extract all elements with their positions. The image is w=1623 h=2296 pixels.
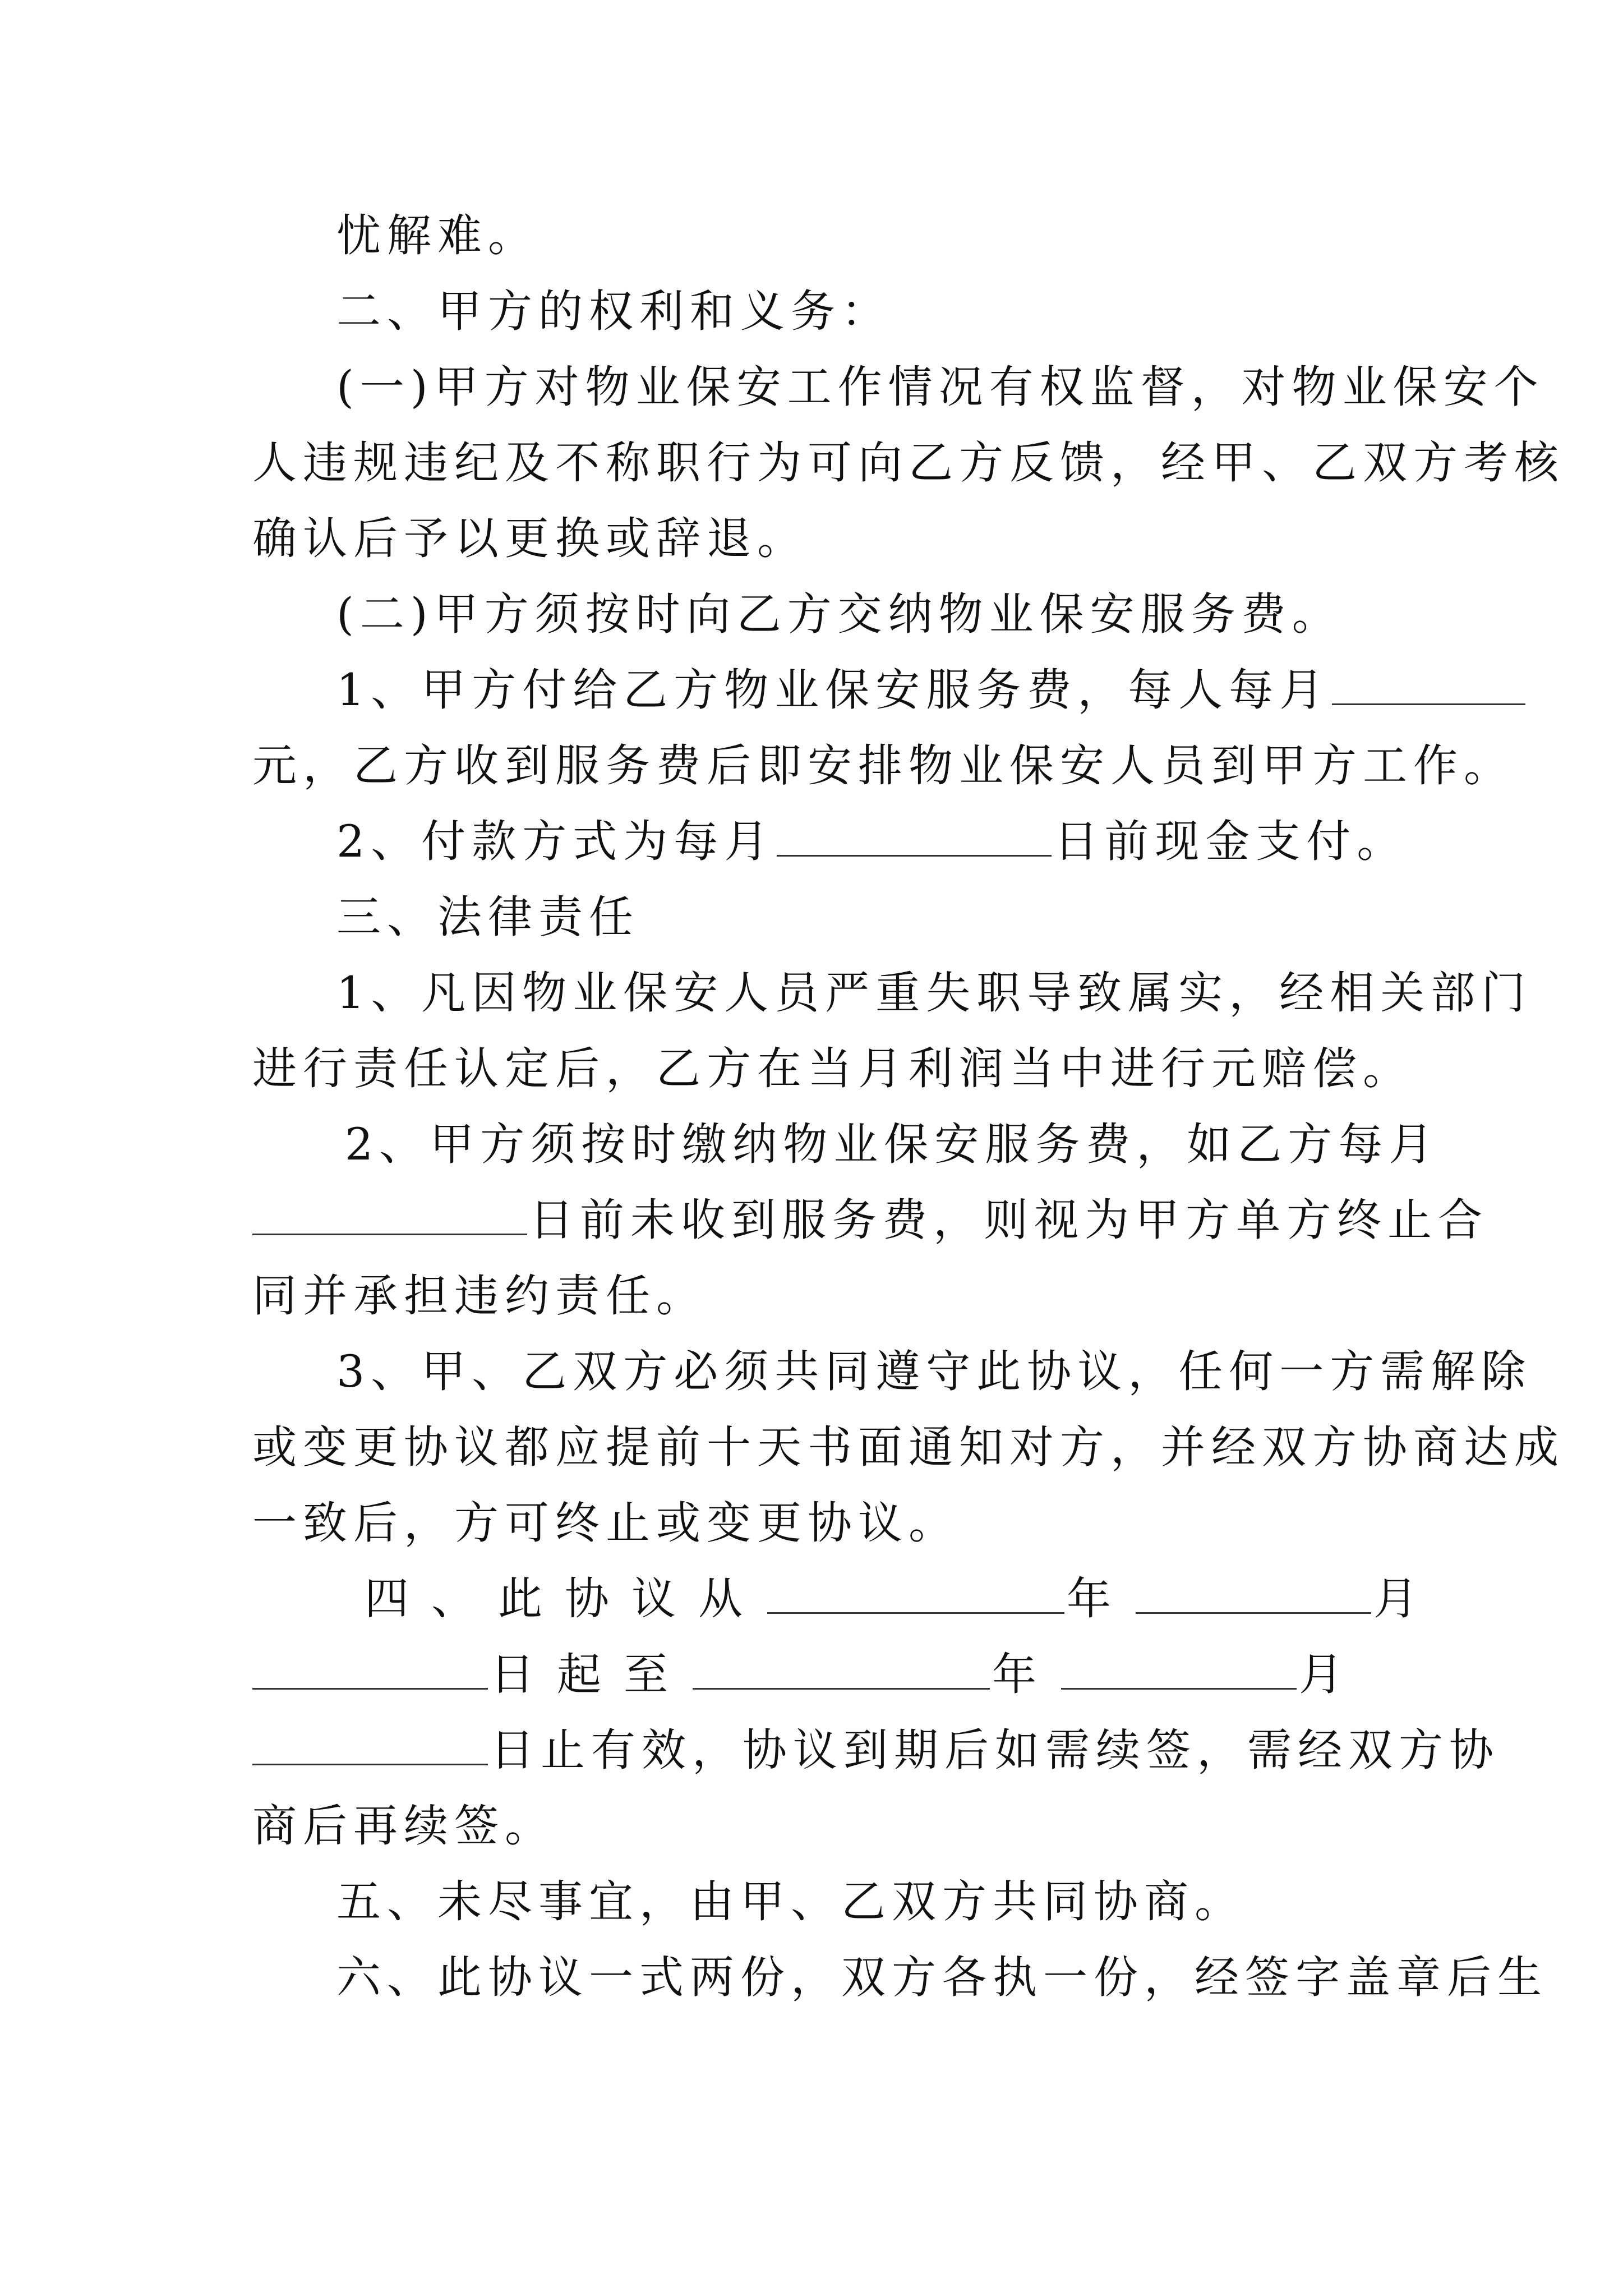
text: 三、法律责任 — [336, 891, 639, 943]
text: 或变更协议都应提前十天书面通知对方，并经双方协商达成 — [252, 1421, 1565, 1473]
fill-blank — [252, 1649, 488, 1690]
text: 1、凡因物业保安人员严重失职导致属实，经相关部门 — [336, 967, 1532, 1019]
text: 元，乙方收到服务费后即安排物业保安人员到甲方工作。 — [252, 740, 1514, 792]
text: 二、甲方的权利和义务： — [336, 286, 892, 337]
paragraph-line — [252, 1722, 1500, 1778]
text: (二)甲方须按时向乙方交纳物业保安服务费。 — [336, 588, 1343, 640]
text: 2、甲方须按时缴纳物业保安服务费，如乙方每月 — [345, 1119, 1440, 1170]
paragraph-line — [252, 1041, 1413, 1097]
text: 日前现金支付。 — [1054, 816, 1408, 867]
text: 进行责任认定后，乙方在当月利润当中进行元赔偿。 — [252, 1043, 1413, 1094]
paragraph-line — [336, 813, 1407, 869]
paragraph-line — [252, 1419, 1565, 1475]
paragraph-line — [252, 1798, 555, 1854]
fill-blank — [252, 1194, 527, 1235]
fill-blank — [1136, 1573, 1371, 1614]
text: 年 — [992, 1649, 1059, 1700]
paragraph-line — [252, 510, 808, 567]
paragraph-line — [336, 662, 1528, 718]
fill-blank — [693, 1649, 990, 1690]
paragraph-line — [252, 1646, 1366, 1703]
paragraph-line — [336, 1949, 1548, 2005]
paragraph-line — [336, 965, 1532, 1021]
section-heading — [336, 1874, 1245, 1930]
text: 商后再续签。 — [252, 1800, 555, 1852]
paragraph-line — [336, 359, 1544, 415]
text: 确认后予以更换或辞退。 — [252, 513, 808, 564]
text: 人违规违纪及不称职行为可向乙方反馈，经甲、乙双方考核 — [252, 437, 1565, 489]
fill-blank — [767, 1573, 1064, 1614]
section-heading — [336, 889, 639, 945]
text: 3、甲、乙双方必须共同遵守此协议，任何一方需解除 — [336, 1346, 1532, 1397]
fill-blank — [1061, 1649, 1297, 1690]
text: (一)甲方对物业保安工作情况有权监督，对物业保安个 — [336, 361, 1544, 413]
text: 六、此协议一式两份，双方各执一份，经签字盖章后生 — [336, 1952, 1548, 2003]
text: 日止有效，协议到期后如需续签，需经双方协 — [490, 1724, 1500, 1776]
text: 一致后，方可终止或变更协议。 — [252, 1497, 959, 1549]
paragraph-line — [252, 435, 1565, 491]
fill-blank — [777, 816, 1052, 857]
paragraph-line — [252, 738, 1514, 794]
text: 同并承担违约责任。 — [252, 1270, 707, 1322]
text: 月 — [1373, 1573, 1440, 1625]
text: 四、此协议从 — [365, 1573, 765, 1625]
text: 月 — [1299, 1649, 1366, 1700]
text: 1、甲方付给乙方物业保安服务费，每人每月 — [336, 664, 1330, 716]
text: 日起至 — [490, 1649, 690, 1700]
text: 2、付款方式为每月 — [336, 816, 775, 867]
text: 忧解难。 — [336, 210, 538, 261]
paragraph-line — [252, 1495, 959, 1551]
section-heading — [336, 283, 892, 339]
paragraph-line — [336, 1343, 1532, 1400]
paragraph-line — [365, 1571, 1440, 1627]
paragraph-line — [336, 586, 1343, 642]
fill-blank — [1332, 664, 1525, 705]
paragraph-line — [252, 1268, 707, 1324]
paragraph-line — [345, 1116, 1439, 1172]
text: 日前未收到服务费，则视为甲方单方终止合 — [529, 1194, 1488, 1246]
text: 年 — [1067, 1573, 1133, 1625]
paragraph-line — [252, 1192, 1488, 1248]
text: 五、未尽事宜，由甲、乙双方共同协商。 — [336, 1876, 1245, 1927]
fill-blank — [252, 1724, 488, 1765]
paragraph-line — [336, 208, 538, 264]
